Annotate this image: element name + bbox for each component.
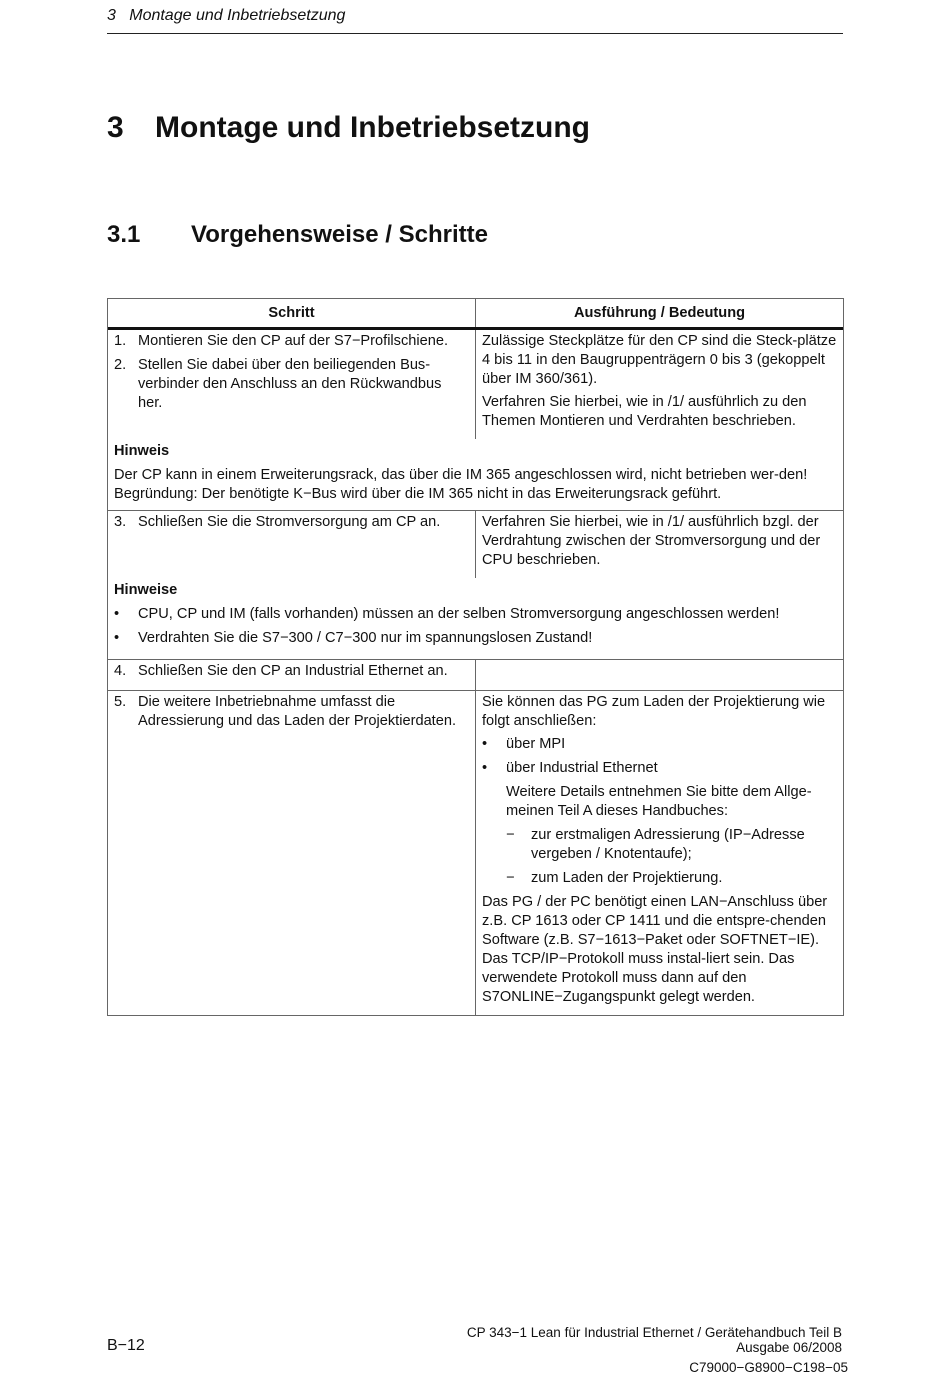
bullet-item: • über MPI (482, 736, 566, 752)
dash-icon: − (506, 870, 515, 886)
chapter-title-text: Montage und Inbetriebsetzung (155, 111, 590, 144)
section-number: 3.1 (107, 221, 141, 248)
step-item: 3. Schließen Sie die Stromversorgung am CP an. (114, 514, 441, 530)
table-header-row (108, 299, 843, 330)
step-item: 4. Schließen Sie den CP an Industrial Ethernet an. (114, 663, 448, 679)
step-item: 2. Stellen Sie dabei über den beiliegenden Bus-verbinder den Anschluss an den Rückwandbus her. (114, 357, 442, 411)
step-cell (108, 691, 476, 1015)
execution-cell (476, 511, 843, 578)
note-text: Der CP kann in einem Erweiterungsrack, das über die IM 365 angeschlossen wird, nicht betrieben wer-den! Begründung: Der benötigte K−Bus wird über die IM 365 nicht in das Erweiterungsrack geführt. (114, 467, 808, 502)
bullet-item: • CPU, CP und IM (falls vorhanden) müssen an der selben Stromversorgung angeschlossen werden! (114, 606, 780, 622)
execution-text: Das PG / der PC benötigt einen LAN−Anschluss über z.B. CP 1613 oder CP 1411 und die entspre-chenden Software (z.B. S7−1613−Paket oder SOFTNET−IE). Das TCP/IP−Protokoll muss instal-liert sein. Das verwendete Protokoll muss dann auf den S7ONLINE−Zugangspunkt gelegt werden. (482, 894, 828, 1005)
header-divider (107, 33, 843, 34)
footer-edition: Ausgabe 06/2008 (736, 1340, 842, 1355)
note-title: Hinweis (114, 443, 170, 459)
section-title-text: Vorgehensweise / Schritte (191, 221, 488, 248)
running-header: 3 Montage und Inbetriebsetzung (107, 7, 346, 24)
bullet-icon: • (114, 630, 120, 646)
step-item: 5. Die weitere Inbetriebnahme umfasst die Adressierung und das Laden der Projektierdaten. (114, 694, 457, 729)
table-row (108, 659, 843, 690)
table-row (108, 510, 843, 578)
execution-cell (476, 330, 843, 439)
note-box (108, 578, 843, 659)
chapter-number: 3 (107, 111, 124, 144)
footer-order-code: C79000−G8900−C198−05 (689, 1360, 848, 1375)
dash-icon: − (506, 827, 515, 843)
page-number: B−12 (107, 1337, 145, 1354)
execution-cell (476, 691, 843, 1015)
table-row (108, 690, 843, 1015)
dash-item: − zum Laden der Projektierung. (506, 870, 723, 886)
step-cell (108, 330, 476, 439)
table-row (108, 330, 843, 439)
bullet-item: • Verdrahten Sie die S7−300 / C7−300 nur im spannungslosen Zustand! (114, 630, 593, 646)
footer-document-info (467, 1325, 842, 1355)
execution-text: Sie können das PG zum Laden der Projektierung wie folgt anschließen: (482, 694, 826, 729)
execution-text: Verfahren Sie hierbei, wie in /1/ ausführlich zu den Themen Montieren und Verdrahten beschrieben. (482, 394, 807, 429)
details-text: Weitere Details entnehmen Sie bitte dem Allge-meinen Teil A dieses Handbuches: (506, 784, 812, 819)
column-header-step: Schritt (108, 299, 476, 327)
bullet-icon: • (482, 736, 488, 752)
note-box (108, 439, 843, 510)
step-item: 1. Montieren Sie den CP auf der S7−Profilschiene. (114, 333, 449, 349)
column-header-execution: Ausführung / Bedeutung (573, 304, 746, 321)
bullet-item: • über Industrial Ethernet (482, 760, 658, 776)
steps-table (107, 298, 844, 1016)
execution-text: Verfahren Sie hierbei, wie in /1/ ausführlich bzgl. der Verdrahtung zwischen der Stromversorgung und der CPU beschrieben. (482, 514, 821, 568)
footer-doc-title: CP 343−1 Lean für Industrial Ethernet / Gerätehandbuch Teil B (466, 1325, 842, 1340)
execution-text: Zulässige Steckplätze für den CP sind die Steck-plätze 4 bis 11 in den Baugruppenträgern 0 bis 3 (gekoppelt über IM 360/361). (482, 333, 837, 387)
dash-item: − zur erstmaligen Adressierung (IP−Adresse vergeben / Knotentaufe); (506, 827, 805, 862)
section-title (107, 218, 488, 252)
bullet-icon: • (114, 606, 120, 622)
chapter-title (107, 108, 590, 148)
step-cell (108, 660, 476, 690)
step-cell (108, 511, 476, 578)
note-title: Hinweise (114, 582, 178, 598)
bullet-icon: • (482, 760, 488, 776)
execution-cell (476, 660, 843, 690)
